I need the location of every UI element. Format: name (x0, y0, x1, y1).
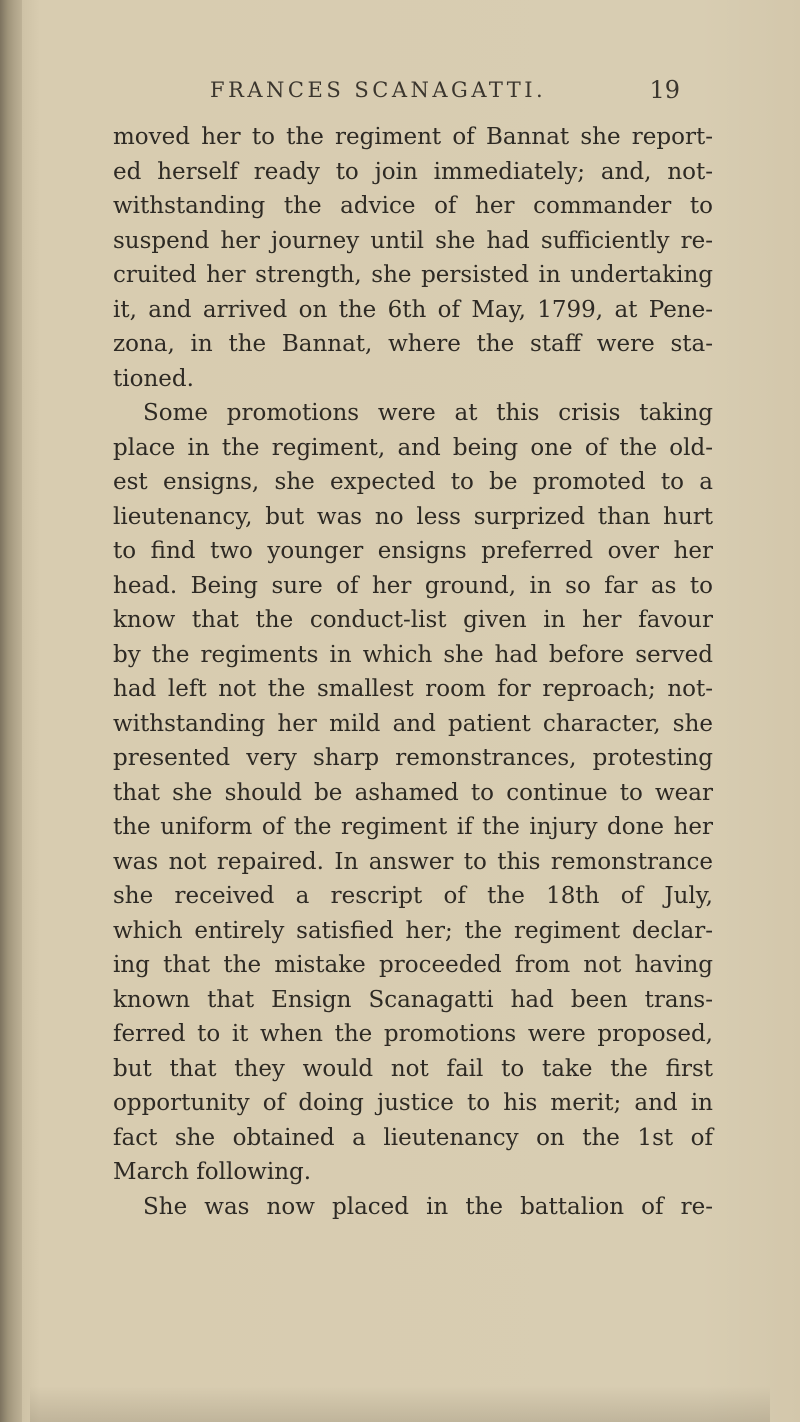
text-line: she received a rescript of the 18th of July, (113, 883, 713, 909)
text-line: fact she obtained a lieutenancy on the 1st of (113, 1124, 713, 1151)
text-line: cruited her strength, she persisted in undertaking (113, 262, 713, 288)
text-line: was not repaired. In answer to this remonstrance (113, 848, 713, 875)
text-line: suspend her journey until she had sufficiently re- (113, 227, 713, 254)
text-line: but that they would not fail to take the first (113, 1055, 713, 1082)
text-line: to find two younger ensigns preferred over her (113, 538, 713, 564)
running-head-title: FRANCES SCANAGATTI. (210, 78, 547, 102)
text-line: place in the regiment, and being one of the old- (113, 434, 713, 461)
text-line: it, and arrived on the 6th of May, 1799, at Pene- (113, 296, 713, 323)
text-line: ing that the mistake proceeded from not having (113, 952, 713, 978)
text-line: zona, in the Bannat, where the staff were sta- (113, 331, 713, 357)
text-line: Some promotions were at this crisis taking (143, 400, 713, 426)
binding-shadow (0, 0, 22, 1422)
text-line: ferred to it when the promotions were proposed, (113, 1021, 713, 1047)
text-line: head. Being sure of her ground, in so far as to (113, 572, 713, 599)
text-line: lieutenancy, but was no less surprized than hurt (113, 503, 713, 530)
text-line: She was now placed in the battalion of re- (143, 1193, 713, 1220)
text-line: the uniform of the regiment if the injury done her (113, 814, 713, 840)
text-line: March following. (113, 1159, 312, 1185)
text-line: by the regiments in which she had before served (113, 641, 713, 668)
text-line: that she should be ashamed to continue to wear (113, 779, 713, 806)
body-text (113, 120, 713, 1224)
text-line: tioned. (113, 365, 194, 392)
text-line: presented very sharp remonstrances, protesting (113, 745, 713, 771)
text-line: know that the conduct-list given in her favour (113, 607, 713, 633)
text-line: est ensigns, she expected to be promoted to a (113, 469, 713, 495)
text-line: withstanding her mild and patient character, she (113, 710, 713, 737)
text-line: withstanding the advice of her commander to (113, 193, 713, 219)
text-line: which entirely satisfied her; the regiment declar- (113, 917, 713, 944)
text-line: opportunity of doing justice to his merit; and in (113, 1090, 713, 1116)
text-line: known that Ensign Scanagatti had been trans- (113, 986, 713, 1013)
page-number: 19 (649, 76, 680, 104)
text-line: had left not the smallest room for reproach; not- (113, 676, 713, 702)
text-line: ed herself ready to join immediately; and, not- (113, 158, 713, 185)
text-line: moved her to the regiment of Bannat she report- (113, 124, 713, 150)
running-head (210, 72, 680, 112)
page-edge-shadow (30, 1386, 770, 1422)
